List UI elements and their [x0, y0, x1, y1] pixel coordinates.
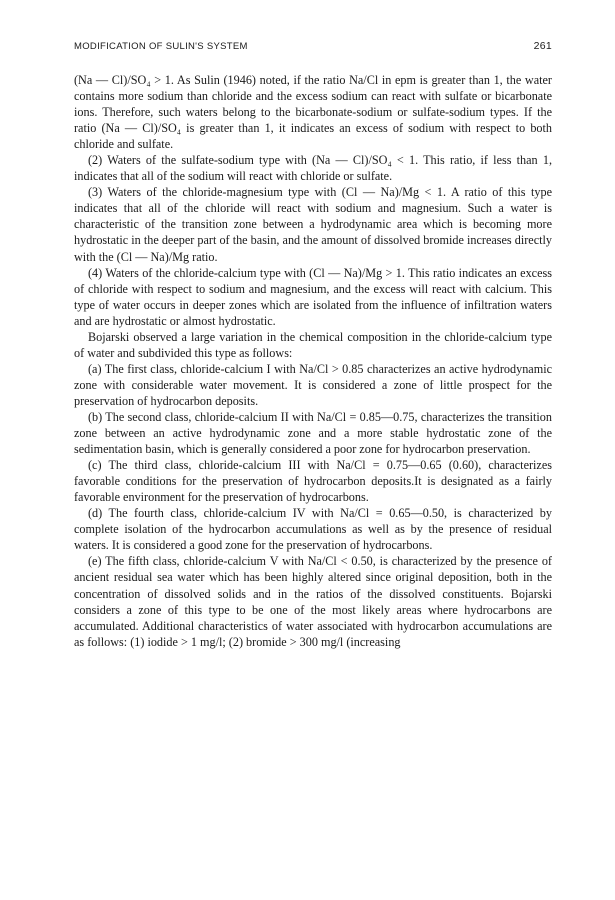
body-text: [74, 72, 552, 650]
paragraph-chloride-magnesium: (3) Waters of the chloride-magnesium type with (Cl — Na)/Mg < 1. A ratio of this type indicates that all of the chloride will react with sodium and magnesium. Such a water is characteristic of the transition zone between a hydrodynamic area which is becoming more hydrostatic in the deeper part of the basin, and the amount of dissolved bromide increases directly with the (Cl — Na)/Mg ratio.: [74, 185, 552, 264]
paragraph-bojarski-intro: Bojarski observed a large variation in the chemical composition in the chloride-calcium type of water and subdivided this type as follows:: [74, 329, 552, 360]
paragraph-class-c: (c) The third class, chloride-calcium III with Na/Cl = 0.75—0.65 (0.60), characterizes favorable conditions for the preservation of hydrocarbon deposits.It is designated as a fairly favorable environment for the preservation of hydrocarbons.: [74, 458, 552, 505]
paragraph-continuation: (Na — Cl)/SO₄ > 1. As Sulin (1946) noted, if the ratio Na/Cl in epm is greater than 1, the water contains more sodium than chloride and the excess sodium can react with sulfate or bicarbonate ions. Therefore, such waters belong to the bicarbonate-sodium or sulfate-sodium types. If the ratio (Na — Cl)/SO₄ is greater than 1, it indicates an excess of sodium with respect to both chloride and sulfate.: [74, 73, 552, 152]
paragraph-class-a: (a) The first class, chloride-calcium I with Na/Cl > 0.85 characterizes an active hydrodynamic zone with considerable water movement. It is considered a zone of little prospect for the preservation of hydrocarbon deposits.: [74, 361, 552, 408]
running-head: MODIFICATION OF SULIN'S SYSTEM: [74, 41, 248, 52]
page-number: 261: [533, 40, 552, 52]
paragraph-chloride-calcium: (4) Waters of the chloride-calcium type with (Cl — Na)/Mg > 1. This ratio indicates an excess of chloride with respect to sodium and magnesium, and the excess will react with calcium. This type of water occurs in deeper zones which are isolated from the influence of infiltration waters and are hydrostatic or almost hydrostatic.: [74, 265, 552, 328]
paragraph-sulfate-sodium: (2) Waters of the sulfate-sodium type with (Na — Cl)/SO₄ < 1. This ratio, if less than 1, indicates that all of the sodium will react with chloride or sulfate.: [74, 153, 552, 184]
paragraph-class-d: (d) The fourth class, chloride-calcium IV with Na/Cl = 0.65—0.50, is characterized by complete isolation of the hydrocarbon accumulations as well as by the presence of residual waters. It is considered a good zone for the preservation of hydrocarbons.: [74, 506, 552, 553]
paragraph-class-e: (e) The fifth class, chloride-calcium V with Na/Cl < 0.50, is characterized by the presence of ancient residual sea water which has been highly altered since original deposition, both in the concentration of dissolved solids and in the ratios of the dissolved constituents. Bojarski considers a zone of this type to be one of the most likely areas where hydrocarbons are accumulated. Additional characteristics of water associated with hydrocarbon accumulations are as follows: (1) iodide > 1 mg/l; (2) bromide > 300 mg/l (increasing: [74, 554, 552, 649]
book-page: [74, 40, 552, 650]
paragraph-class-b: (b) The second class, chloride-calcium II with Na/Cl = 0.85—0.75, characterizes the transition zone between an active hydrodynamic zone and a more stable hydrostatic zone of the sedimentation basin, which is generally considered a poor zone for hydrocarbon preservation.: [74, 409, 552, 457]
page-header: [74, 40, 552, 52]
